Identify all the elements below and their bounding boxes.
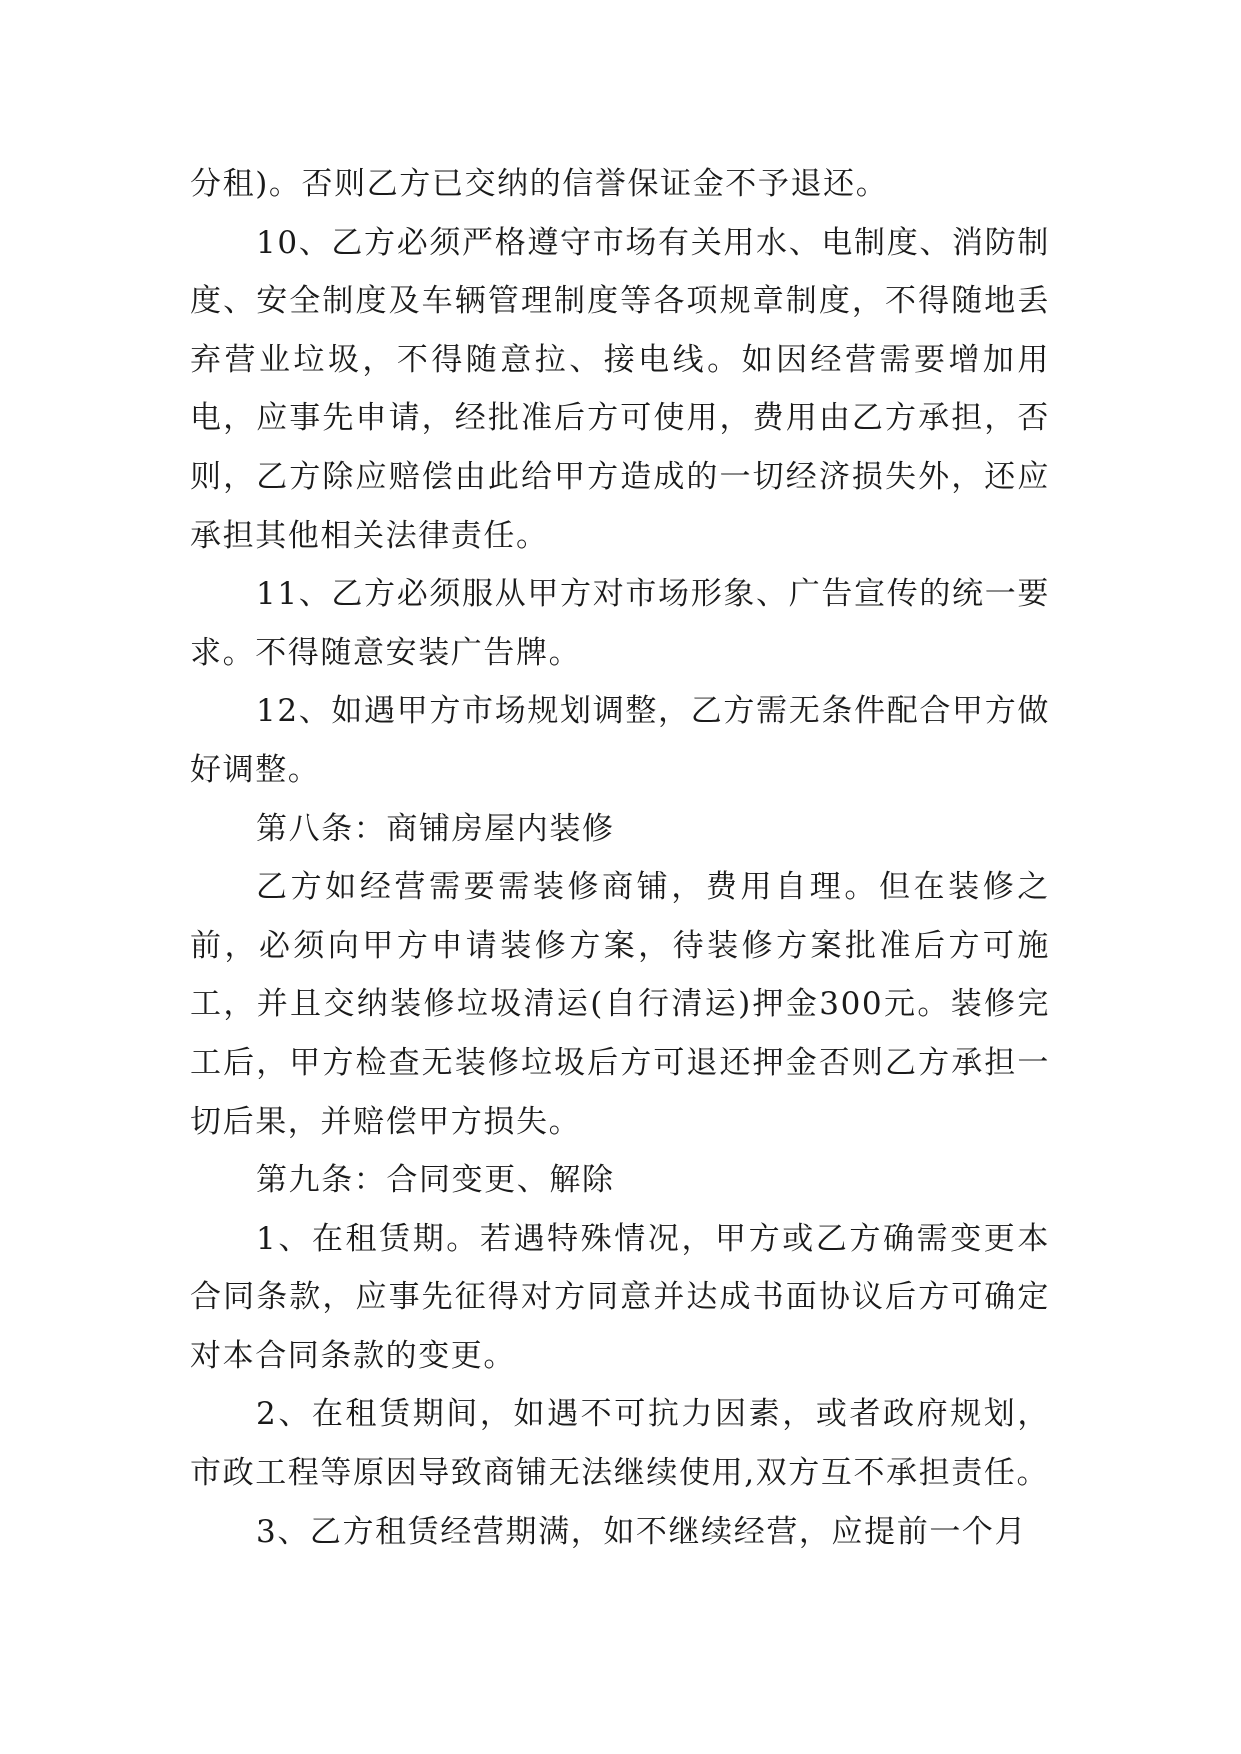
article-8-heading: 第八条：商铺房屋内装修	[256, 810, 615, 847]
article-9-item-2: 2、在租赁期间，如遇不可抗力因素，或者政府规划，市政工程等原因导致商铺无法继续使用,双方互不承担责任。	[190, 1396, 1050, 1492]
paragraph-item-10: 10、乙方必须严格遵守市场有关用水、电制度、消防制度、安全制度及车辆管理制度等各项规章制度，不得随地丢弃营业垃圾，不得随意拉、接电线。如因经营需要增加用电，应事先申请，经批准后方可使用，费用由乙方承担，否则，乙方除应赔偿由此给甲方造成的一切经济损失外，还应承担其他相关法律责任。	[190, 224, 1050, 554]
paragraph-continuation: 分租)。否则乙方已交纳的信誉保证金不予退还。	[190, 166, 889, 202]
article-8-body: 乙方如经营需要需装修商铺，费用自理。但在装修之前，必须向甲方申请装修方案，待装修方案批准后方可施工，并且交纳装修垃圾清运(自行清运)押金300元。装修完工后，甲方检查无装修垃圾后方可退还押金否则乙方承担一切后果，并赔偿甲方损失。	[190, 869, 1050, 1140]
paragraph-item-11: 11、乙方必须服从甲方对市场形象、广告宣传的统一要求。不得随意安装广告牌。	[190, 576, 1050, 671]
article-9-heading: 第九条：合同变更、解除	[256, 1162, 615, 1199]
paragraph-item-12: 12、如遇甲方市场规划调整，乙方需无条件配合甲方做好调整。	[190, 693, 1050, 788]
document-body	[190, 155, 1050, 1561]
article-9-item-1: 1、在租赁期。若遇特殊情况，甲方或乙方确需变更本合同条款，应事先征得对方同意并达成书面协议后方可确定对本合同条款的变更。	[190, 1220, 1050, 1374]
article-9-item-3: 3、乙方租赁经营期满，如不继续经营，应提前一个月	[256, 1513, 1028, 1550]
